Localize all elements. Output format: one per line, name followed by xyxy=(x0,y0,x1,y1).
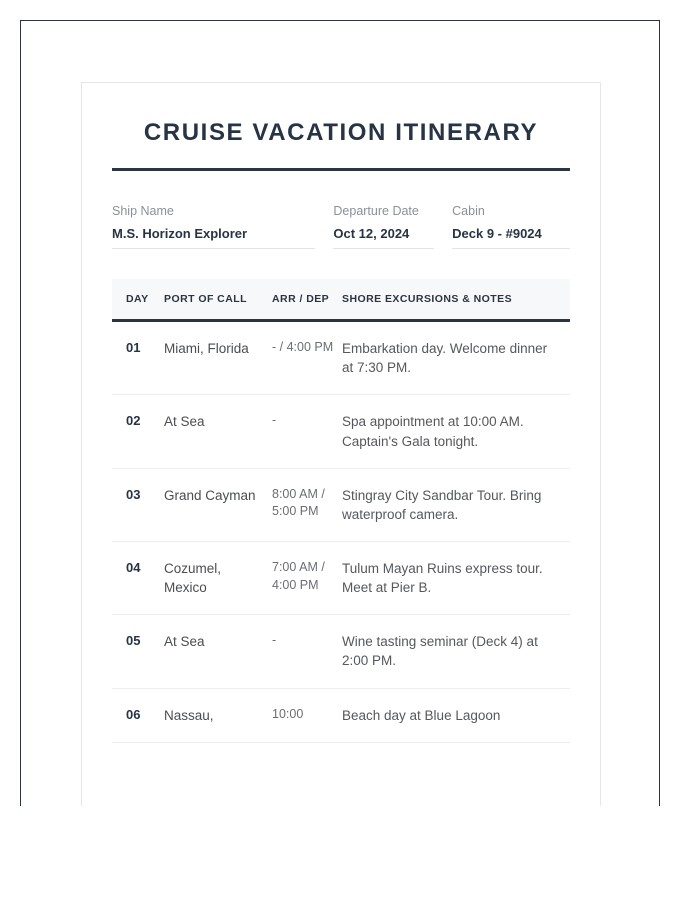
meta-field-cabin xyxy=(452,203,570,249)
printed-page-frame xyxy=(20,20,660,806)
table-row xyxy=(112,688,570,742)
cell-day: 05 xyxy=(112,615,164,688)
cell-day: 06 xyxy=(112,688,164,742)
table-row xyxy=(112,615,570,688)
departure-date-value: Oct 12, 2024 xyxy=(333,226,434,249)
ship-name-value: M.S. Horizon Explorer xyxy=(112,226,315,249)
cell-day: 02 xyxy=(112,395,164,468)
table-header-row xyxy=(112,279,570,321)
table-row xyxy=(112,468,570,541)
cell-day: 03 xyxy=(112,468,164,541)
cell-arr-dep: 8:00 AM / 5:00 PM xyxy=(272,468,342,541)
cell-arr-dep: - xyxy=(272,395,342,468)
cell-arr-dep: - / 4:00 PM xyxy=(272,321,342,395)
column-header-time: ARR / DEP xyxy=(272,279,342,321)
cabin-label: Cabin xyxy=(452,203,485,218)
column-header-port: PORT OF CALL xyxy=(164,279,272,321)
meta-field-departure-date xyxy=(333,203,452,249)
cell-notes: Beach day at Blue Lagoon xyxy=(342,688,570,742)
itinerary-table xyxy=(112,279,570,743)
itinerary-meta-row xyxy=(112,203,570,249)
itinerary-table-header xyxy=(112,279,570,321)
itinerary-card xyxy=(81,82,601,806)
itinerary-table-body xyxy=(112,321,570,743)
column-header-notes: SHORE EXCURSIONS & NOTES xyxy=(342,279,570,321)
cell-notes: Embarkation day. Welcome dinner at 7:30 PM. xyxy=(342,321,570,395)
cell-day: 04 xyxy=(112,541,164,614)
cell-notes: Tulum Mayan Ruins express tour. Meet at Pier B. xyxy=(342,541,570,614)
page-title: CRUISE VACATION ITINERARY xyxy=(143,119,539,146)
meta-field-ship-name xyxy=(112,203,333,249)
cell-port: Nassau, xyxy=(164,688,272,742)
cell-day: 01 xyxy=(112,321,164,395)
cell-arr-dep: - xyxy=(272,615,342,688)
cell-notes: Wine tasting seminar (Deck 4) at 2:00 PM. xyxy=(342,615,570,688)
cell-arr-dep: 7:00 AM / 4:00 PM xyxy=(272,541,342,614)
cell-port: At Sea xyxy=(164,615,272,688)
cell-notes: Spa appointment at 10:00 AM. Captain's Gala tonight. xyxy=(342,395,570,468)
cell-arr-dep: 10:00 xyxy=(272,688,342,742)
cell-port: Miami, Florida xyxy=(164,321,272,395)
cell-port: Grand Cayman xyxy=(164,468,272,541)
cell-port: Cozumel, Mexico xyxy=(164,541,272,614)
ship-name-label: Ship Name xyxy=(112,203,174,218)
cabin-value: Deck 9 - #9024 xyxy=(452,226,570,249)
table-row xyxy=(112,321,570,395)
table-row xyxy=(112,395,570,468)
cell-notes: Stingray City Sandbar Tour. Bring waterproof camera. xyxy=(342,468,570,541)
cell-port: At Sea xyxy=(164,395,272,468)
table-row xyxy=(112,541,570,614)
title-divider xyxy=(112,168,570,171)
departure-date-label: Departure Date xyxy=(333,203,419,218)
column-header-day: DAY xyxy=(112,279,164,321)
